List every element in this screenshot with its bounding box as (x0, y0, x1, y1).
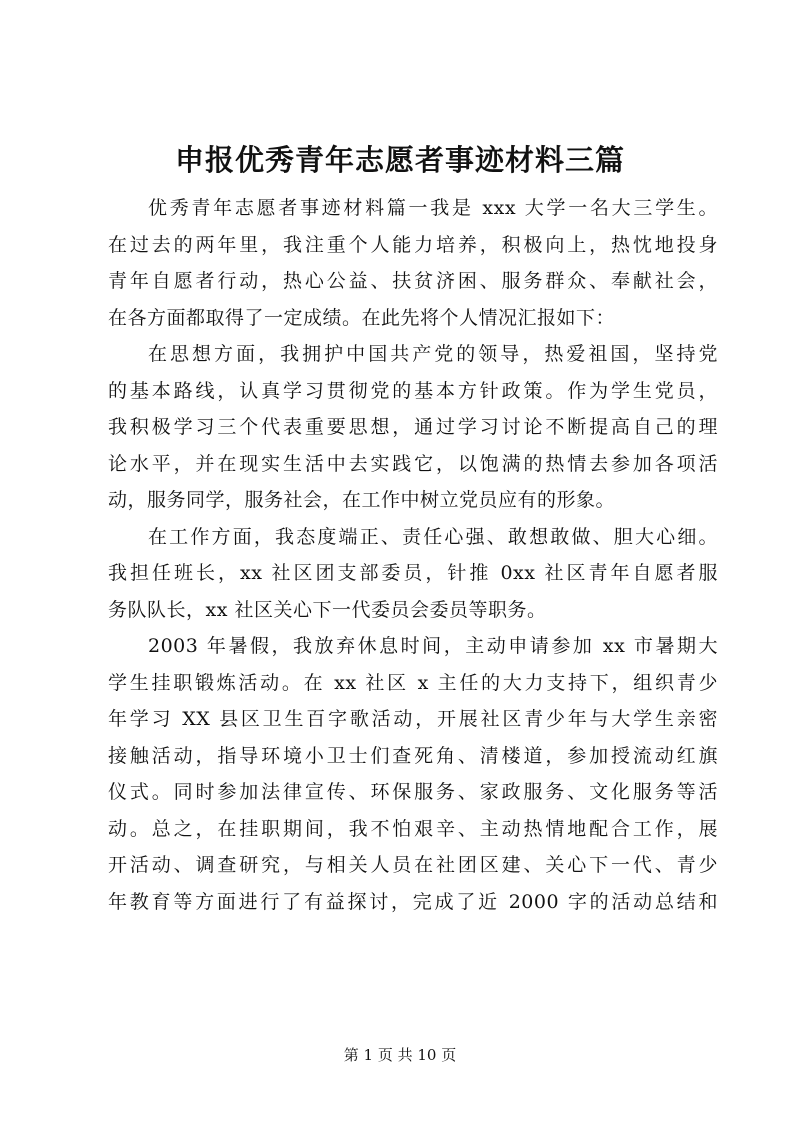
body-line: 开活动、调查研究，与相关人员在社团区建、关心下一代、青少 (108, 854, 718, 876)
page-footer: 第 1 页 共 10 页 (343, 1046, 457, 1064)
body-line: 在过去的两年里，我注重个人能力培养，积极向上，热忱地投身 (108, 233, 718, 256)
body-line: 学生挂职锻炼活动。在 xx 社区 x 主任的大力支持下，组织青少 (108, 671, 718, 694)
body-line: 接触活动，指导环境小卫士们查死角、清楼道，参加授流动红旗 (108, 744, 718, 767)
body-line: 年教育等方面进行了有益探讨，完成了近 2000 字的活动总结和 (108, 890, 718, 913)
body-line: 年学习 XX 县区卫生百字歌活动，开展社区青少年与大学生亲密 (108, 708, 718, 730)
body-line: 务队队长，xx 社区关心下一代委员会委员等职务。 (108, 598, 547, 621)
document-body (108, 190, 718, 920)
body-line: 青年自愿者行动，热心公益、扶贫济困、服务群众、奉献社会， (108, 270, 718, 292)
body-line: 优秀青年志愿者事迹材料篇一我是 xxx 大学一名大三学生。 (148, 197, 718, 219)
body-line: 在工作方面，我态度端正、责任心强、敢想敢做、胆大心细。 (148, 525, 718, 548)
body-line: 我担任班长，xx 社区团支部委员，针推 0xx 社区青年自愿者服 (108, 562, 718, 584)
body-line: 论水平，并在现实生活中去实践它，以饱满的热情去参加各项活 (108, 452, 718, 475)
body-line: 在各方面都取得了一定成绩。在此先将个人情况汇报如下： (108, 306, 616, 329)
body-line: 在思想方面，我拥护中国共产党的领导，热爱祖国，坚持党 (148, 343, 718, 365)
body-line: 动。总之，在挂职期间，我不怕艰辛、主动热情地配合工作，展 (108, 817, 718, 840)
body-line: 我积极学习三个代表重要思想，通过学习讨论不断提高自己的理 (108, 416, 718, 438)
body-line: 动，服务同学，服务社会，在工作中树立党员应有的形象。 (108, 489, 616, 511)
body-line: 的基本路线，认真学习贯彻党的基本方针政策。作为学生党员， (108, 379, 718, 402)
body-line: 2003 年暑假，我放弃休息时间，主动申请参加 xx 市暑期大 (148, 635, 718, 657)
document-title: 申报优秀青年志愿者事迹材料三篇 (174, 143, 625, 177)
body-line: 仪式。同时参加法律宣传、环保服务、家政服务、文化服务等活 (108, 781, 718, 803)
